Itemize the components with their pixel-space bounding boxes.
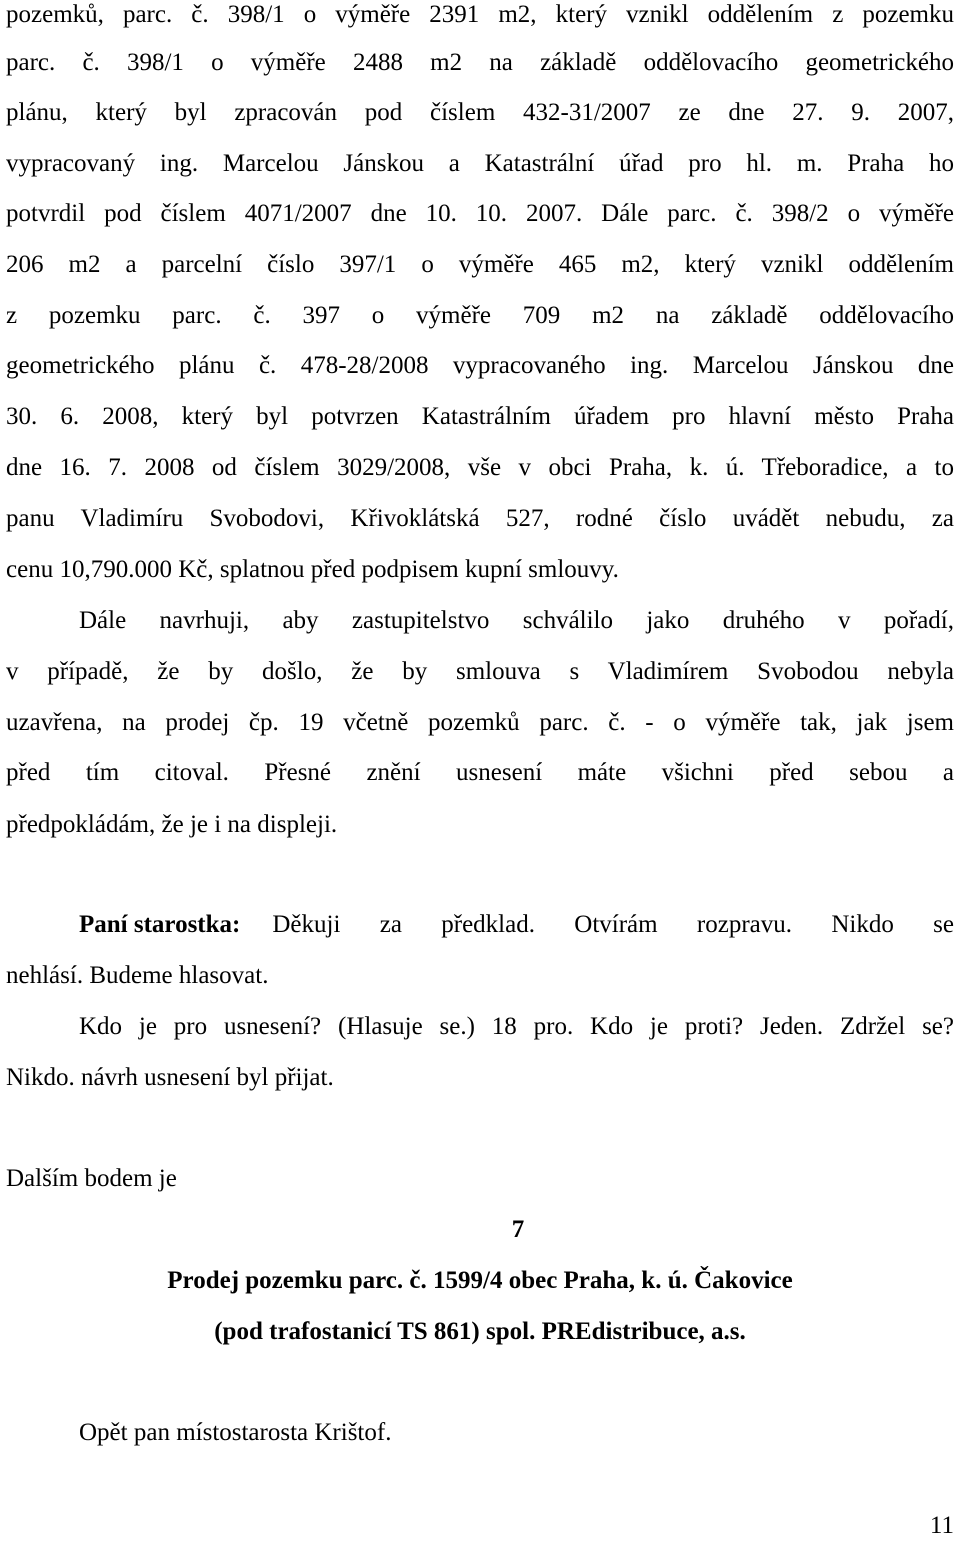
body-line: parc. č. 398/1 o výměře 2488 m2 na základě oddělovacího geometrického — [6, 49, 954, 76]
body-line: potvrdil pod číslem 4071/2007 dne 10. 10. 2007. Dále parc. č. 398/2 o výměře — [6, 200, 954, 227]
body-line: z pozemku parc. č. 397 o výměře 709 m2 na základě oddělovacího — [6, 302, 954, 329]
body-line: předpokládám, že je i na displeji. — [6, 811, 338, 838]
body-line: 206 m2 a parcelní číslo 397/1 o výměře 465 m2, který vznikl oddělením — [6, 251, 954, 278]
body-line: 30. 6. 2008, který byl potvrzen Katastrálním úřadem pro hlavní město Praha — [6, 403, 954, 430]
body-line: pozemků, parc. č. 398/1 o výměře 2391 m2, který vznikl oddělením z pozemku — [6, 1, 954, 28]
body-line: plánu, který byl zpracován pod číslem 432-31/2007 ze dne 27. 9. 2007, — [6, 99, 954, 126]
item-title: Prodej pozemku parc. č. 1599/4 obec Praha, k. ú. Čakovice — [167, 1267, 793, 1294]
body-line: uzavřena, na prodej čp. 19 včetně pozemků parc. č. - o výměře tak, jak jsem — [6, 709, 954, 736]
body-line: panu Vladimíru Svobodovi, Křivoklátská 527, rodné číslo uvádět nebudu, za — [6, 505, 954, 532]
speech-text: Děkuji za předklad. Otvírám rozpravu. Nikdo se — [272, 911, 954, 938]
speech-line — [79, 910, 954, 940]
page-number: 11 — [929, 1512, 954, 1539]
item-subtitle: (pod trafostanicí TS 861) spol. PREdistribuce, a.s. — [214, 1318, 746, 1345]
body-line: před tím citoval. Přesné znění usnesení máte všichni před sebou a — [6, 759, 954, 786]
body-line: dne 16. 7. 2008 od číslem 3029/2008, vše v obci Praha, k. ú. Třeboradice, a to — [6, 454, 954, 481]
closing-line: Opět pan místostarosta Krištof. — [79, 1419, 392, 1446]
paragraph-first-line: Dále navrhuji, aby zastupitelstvo schválilo jako druhého v pořadí, — [79, 607, 954, 634]
vote-result: Nikdo. návrh usnesení byl přijat. — [6, 1064, 334, 1091]
item-number: 7 — [511, 1216, 525, 1243]
vote-line: Kdo je pro usnesení? (Hlasuje se.) 18 pro. Kdo je proti? Jeden. Zdržel se? — [79, 1013, 954, 1040]
body-line: cenu 10,790.000 Kč, splatnou před podpisem kupní smlouvy. — [6, 556, 619, 583]
body-line: v případě, že by došlo, že by smlouva s Vladimírem Svobodou nebyla — [6, 658, 954, 685]
speaker-label: Paní starostka: — [79, 911, 241, 938]
body-line: vypracovaný ing. Marcelou Jánskou a Katastrální úřad pro hl. m. Praha ho — [6, 150, 954, 177]
body-line: geometrického plánu č. 478-28/2008 vypracovaného ing. Marcelou Jánskou dne — [6, 352, 954, 379]
speech-continuation: nehlásí. Budeme hlasovat. — [6, 962, 269, 989]
next-item-intro: Dalším bodem je — [6, 1165, 177, 1192]
